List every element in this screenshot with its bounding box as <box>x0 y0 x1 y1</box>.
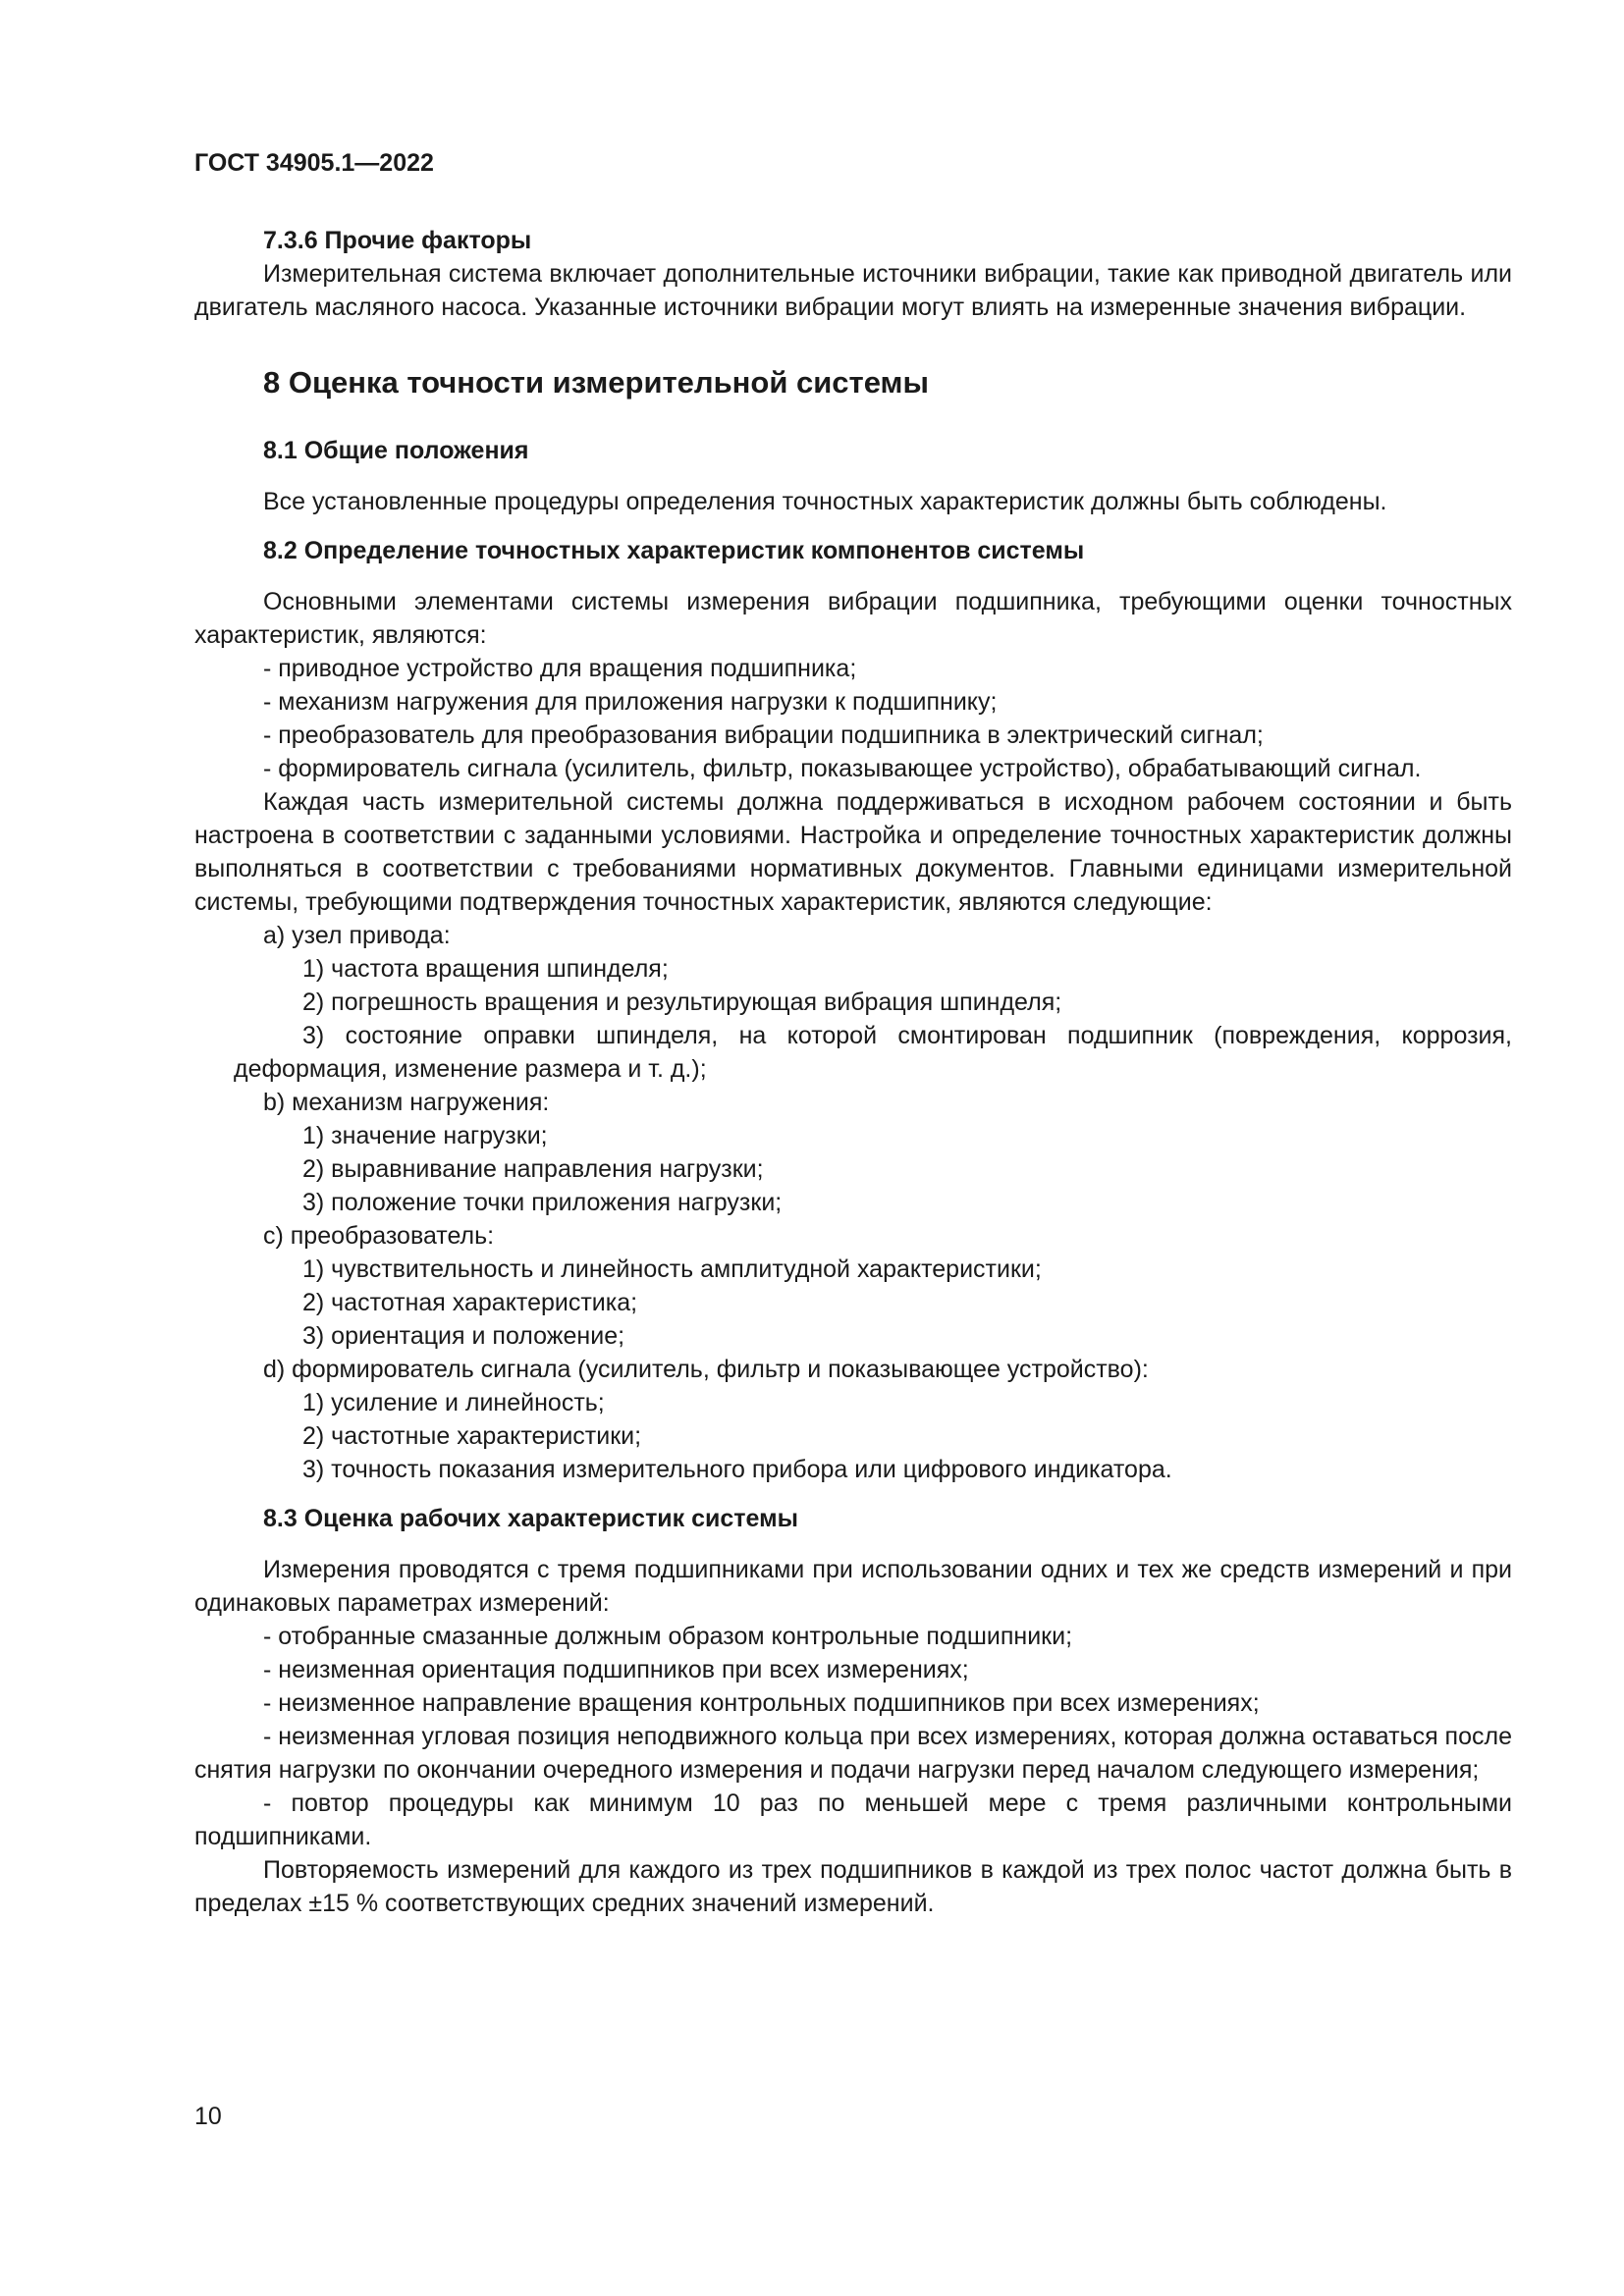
heading-8-3: 8.3 Оценка рабочих характеристик системы <box>263 1505 798 1532</box>
list-item: - повтор процедуры как минимум 10 раз по меньшей мере с тремя различными контрольными подшипниками. <box>194 1789 1512 1850</box>
list-item: - механизм нагружения для приложения нагрузки к подшипнику; <box>263 688 998 716</box>
sub-item: 1) чувствительность и линейность амплитудной характеристики; <box>302 1255 1042 1283</box>
enum-item-b: b) механизм нагружения: <box>263 1089 550 1116</box>
paragraph-8-2-units: Каждая часть измерительной системы должна поддерживаться в исходном рабочем состоянии и быть настроена в соответствии с заданными условиями. Настройка и определение точностных характеристик должны выполняться в соответствии с требованиями нормативных документов. Главными единицами измерительной системы, требующими подтверждения точностных характеристик, являются следующие: <box>194 788 1512 916</box>
sub-item: 2) частотные характеристики; <box>302 1422 642 1450</box>
heading-8-2: 8.2 Определение точностных характеристик компонентов системы <box>263 537 1085 564</box>
page-content <box>194 224 1512 1920</box>
paragraph-7-3-6: Измерительная система включает дополнительные источники вибрации, такие как приводной двигатель или двигатель масляного насоса. Указанные источники вибрации могут влиять на измеренные значения вибрации. <box>194 260 1512 321</box>
sub-item: 1) значение нагрузки; <box>302 1122 548 1149</box>
list-item: - приводное устройство для вращения подшипника; <box>263 655 857 682</box>
sub-item: 3) положение точки приложения нагрузки; <box>302 1189 783 1216</box>
paragraph-8-3-closing: Повторяемость измерений для каждого из трех подшипников в каждой из трех полос частот должна быть в пределах ±15 % соответствующих средних значений измерений. <box>194 1856 1512 1917</box>
enum-item-c: c) преобразователь: <box>263 1222 495 1250</box>
heading-8-1: 8.1 Общие положения <box>263 437 529 464</box>
list-item: - формирователь сигнала (усилитель, фильтр, показывающее устройство), обрабатывающий сигнал. <box>263 755 1422 782</box>
sub-item: 3) точность показания измерительного прибора или цифрового индикатора. <box>302 1456 1172 1483</box>
heading-section-8: 8 Оценка точности измерительной системы <box>263 365 929 400</box>
paragraph-8-2-intro: Основными элементами системы измерения вибрации подшипника, требующими оценки точностных характеристик, являются: <box>194 588 1512 649</box>
heading-7-3-6: 7.3.6 Прочие факторы <box>263 227 532 254</box>
sub-item: 2) частотная характеристика; <box>302 1289 638 1316</box>
list-item: - неизменная угловая позиция неподвижного кольца при всех измерениях, которая должна оставаться после снятия нагрузки по окончании очередного измерения и подачи нагрузки перед началом следующего измерения; <box>194 1723 1512 1784</box>
running-header: ГОСТ 34905.1—2022 <box>194 149 434 177</box>
list-item: - преобразователь для преобразования вибрации подшипника в электрический сигнал; <box>263 721 1264 749</box>
enum-item-a: a) узел привода: <box>263 922 451 949</box>
paragraph-8-1: Все установленные процедуры определения точностных характеристик должны быть соблюдены. <box>263 488 1387 515</box>
sub-item: 3) ориентация и положение; <box>302 1322 625 1350</box>
sub-item: 3) состояние оправки шпинделя, на которой смонтирован подшипник (повреждения, коррозия, деформация, изменение размера и т. д.); <box>234 1022 1512 1083</box>
sub-item: 1) частота вращения шпинделя; <box>302 955 669 983</box>
list-item: - отобранные смазанные должным образом контрольные подшипники; <box>263 1623 1073 1650</box>
enum-item-d: d) формирователь сигнала (усилитель, фильтр и показывающее устройство): <box>263 1356 1149 1383</box>
sub-item: 1) усиление и линейность; <box>302 1389 605 1416</box>
list-item: - неизменное направление вращения контрольных подшипников при всех измерениях; <box>263 1689 1260 1717</box>
paragraph-8-3-intro: Измерения проводятся с тремя подшипниками при использовании одних и тех же средств измерений и при одинаковых параметрах измерений: <box>194 1556 1512 1617</box>
page-number: 10 <box>194 2103 222 2130</box>
sub-item: 2) погрешность вращения и результирующая вибрация шпинделя; <box>302 988 1062 1016</box>
list-item: - неизменная ориентация подшипников при всех измерениях; <box>263 1656 969 1683</box>
sub-item: 2) выравнивание направления нагрузки; <box>302 1155 764 1183</box>
